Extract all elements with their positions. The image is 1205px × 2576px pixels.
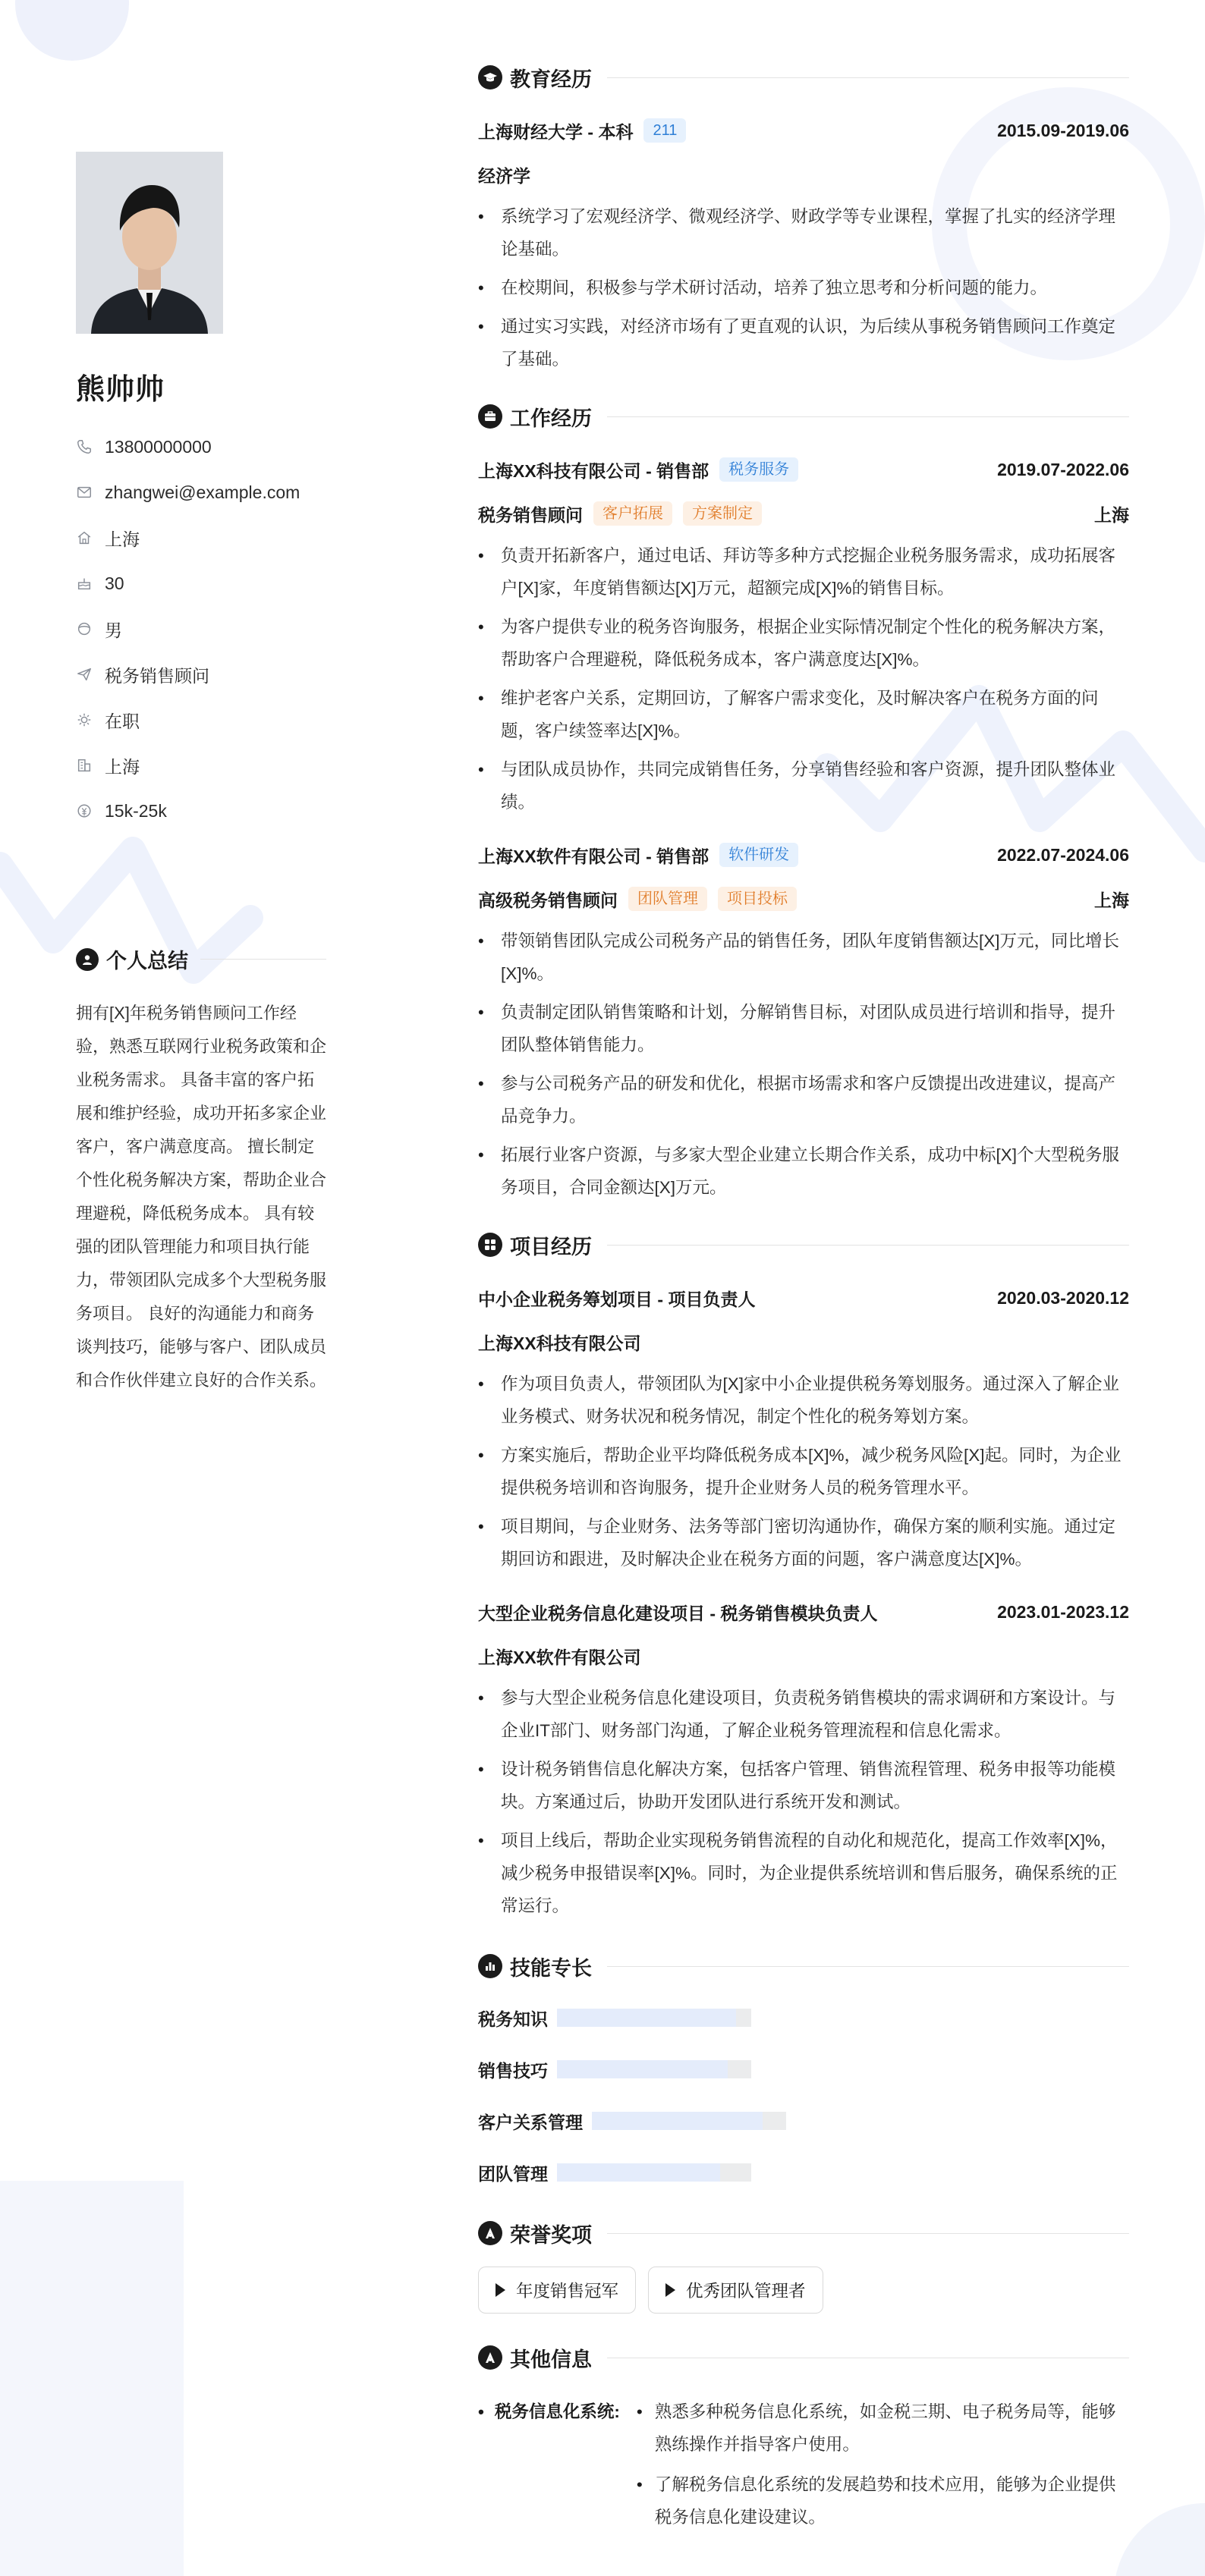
other-label-row (478, 2395, 620, 2541)
job-role-row (478, 498, 1129, 529)
skill-bar-fill (557, 2163, 720, 2182)
home-icon (76, 529, 93, 546)
project-bullets (478, 1682, 1129, 1922)
work-section (478, 400, 1129, 1204)
list-item: • 在校期间，积极参与学术研讨活动，培养了独立思考和分析问题的能力。 (478, 272, 1129, 304)
resume-main (478, 61, 1129, 2541)
gender-icon (76, 620, 93, 637)
industry-tag: 软件研发 (719, 843, 798, 867)
company-name: 上海XX软件有限公司 - 销售部 (478, 846, 709, 866)
info-status (76, 697, 326, 743)
list-item: • 拓展行业客户资源，与多家大型企业建立长期合作关系，成功中标[X]个大型税务服务项目，合同金额达[X]万元。 (478, 1139, 1129, 1204)
job-city: 上海 (1094, 504, 1129, 525)
projects-title: 项目经历 (510, 1235, 592, 1258)
info-salary (76, 788, 326, 834)
summary-section (76, 944, 326, 1397)
projects-header (478, 1228, 1129, 1261)
job-bullets (478, 925, 1129, 1204)
send-icon (76, 666, 93, 683)
skill-name: 销售技巧 (478, 2060, 548, 2081)
skill-item (478, 2147, 813, 2198)
project-name: 中小企业税务筹划项目 - 项目负责人 (478, 1289, 756, 1309)
list-item: • 与团队成员协作，共同完成销售任务，分享销售经验和客户资源，提升团队整体业绩。 (478, 753, 1129, 818)
skill-item (478, 2044, 813, 2095)
honors-title: 荣誉奖项 (510, 2223, 592, 2247)
avatar (76, 152, 223, 334)
project-name: 大型企业税务信息化建设项目 - 税务销售模块负责人 (478, 1603, 878, 1623)
education-bullets (478, 200, 1129, 375)
info-age (76, 561, 326, 606)
job-entry (478, 433, 1129, 818)
money-icon (76, 803, 93, 819)
company-name: 上海XX科技有限公司 - 销售部 (478, 460, 709, 481)
divider (607, 77, 1129, 78)
school-tag: 211 (643, 118, 686, 143)
honors-header (478, 2216, 1129, 2250)
skills-header (478, 1949, 1129, 1983)
job-city: 上海 (1094, 890, 1129, 910)
info-email (76, 470, 326, 515)
skill-bar-fill (557, 2009, 736, 2027)
project-org: 上海XX科技有限公司 (478, 1333, 641, 1353)
education-title: 教育经历 (510, 68, 592, 91)
job-role-row (478, 884, 1129, 914)
list-item: • 带领销售团队完成公司税务产品的销售任务，团队年度销售额达[X]万元，同比增长[X]%。 (478, 925, 1129, 990)
divider (607, 1245, 1129, 1246)
project-name-row (478, 1283, 1129, 1313)
building-icon (76, 757, 93, 774)
info-location-text: 上海 (105, 529, 140, 549)
list-item: • 维护老客户关系，定期回访，了解客户需求变化，及时解决客户在税务方面的问题，客户续签率达[X]%。 (478, 682, 1129, 747)
project-period: 2023.01-2023.12 (997, 1601, 1129, 1622)
decor-circle-top (15, 0, 129, 61)
divider (607, 2233, 1129, 2234)
school-name: 上海财经大学 - 本科 (478, 121, 634, 142)
list-item: • 了解税务信息化系统的发展趋势和技术应用，能够为企业提供税务信息化建设建议。 (628, 2468, 1129, 2534)
list-item: • 系统学习了宏观经济学、微观经济学、财政学等专业课程，掌握了扎实的经济学理论基础。 (478, 200, 1129, 265)
list-item: • 参与大型企业税务信息化建设项目，负责税务销售模块的需求调研和方案设计。与企业IT部门、财务部门沟通，了解企业税务管理流程和信息化需求。 (478, 1682, 1129, 1747)
info-phone (76, 424, 326, 470)
skill-item (478, 2095, 813, 2147)
project-org: 上海XX软件有限公司 (478, 1647, 641, 1667)
info-city-text: 上海 (105, 756, 140, 777)
play-icon (496, 2283, 505, 2297)
bullet-dot: • (478, 2402, 484, 2421)
skills-grid (478, 1992, 1129, 2198)
skill-name: 团队管理 (478, 2163, 548, 2184)
job-role: 高级税务销售顾问 (478, 890, 618, 910)
project-bullets (478, 1368, 1129, 1575)
major: 经济学 (478, 165, 530, 186)
profile-sidebar (76, 152, 326, 834)
bar-chart-icon (478, 1954, 502, 1978)
skill-bar (557, 2060, 751, 2078)
list-item: • 负责开拓新客户，通过电话、拜访等多种方式挖掘企业税务服务需求，成功拓展客户[X]家，年度销售额达[X]万元，超额完成[X]%的销售目标。 (478, 539, 1129, 605)
project-period: 2020.03-2020.12 (997, 1287, 1129, 1308)
cake-icon (76, 575, 93, 592)
list-item: • 设计税务销售信息化解决方案，包括客户管理、销售流程管理、税务申报等功能模块。方案通过后，协助开发团队进行系统开发和测试。 (478, 1753, 1129, 1818)
job-company-row (478, 840, 1129, 870)
other-bullets (628, 2395, 1129, 2541)
honors-section (478, 2216, 1129, 2314)
mail-icon (76, 484, 93, 501)
skill-bar (557, 2009, 751, 2027)
divider (607, 1966, 1129, 1967)
info-email-text: zhangwei@example.com (105, 482, 300, 502)
education-section (478, 61, 1129, 375)
graduation-cap-icon (478, 65, 502, 90)
projects-section (478, 1228, 1129, 1922)
role-tag: 方案制定 (683, 501, 762, 526)
avatar-portrait (76, 152, 223, 334)
role-tag: 项目投标 (718, 887, 797, 911)
list-item: • 项目期间，与企业财务、法务等部门密切沟通协作，确保方案的顺利实施。通过定期回访和跟进，及时解决企业在税务方面的问题，客户满意度达[X]%。 (478, 1510, 1129, 1575)
skill-bar (592, 2112, 786, 2130)
info-age-text: 30 (105, 573, 124, 593)
briefcase-icon (478, 404, 502, 429)
info-gender (76, 606, 326, 652)
info-salary-text: 15k-25k (105, 800, 167, 821)
awards-list (478, 2267, 1129, 2314)
info-status-text: 在职 (105, 711, 140, 731)
skill-name: 税务知识 (478, 2009, 548, 2029)
list-item: • 为客户提供专业的税务咨询服务，根据企业实际情况制定个性化的税务解决方案，帮助客户合理避税，降低税务成本，客户满意度达[X]%。 (478, 611, 1129, 676)
project-org-row (478, 1327, 1129, 1357)
award-chip (478, 2267, 636, 2314)
project-entry (478, 1261, 1129, 1575)
list-item: • 项目上线后，帮助企业实现税务销售流程的自动化和规范化，提高工作效率[X]%，减少税务申报错误率[X]%。同时，为企业提供系统培训和售后服务，确保系统的正常运行。 (478, 1824, 1129, 1922)
contact-info-list (76, 424, 326, 834)
other-content (478, 2395, 1129, 2541)
summary-title: 个人总结 (106, 950, 188, 972)
list-item: • 熟悉多种税务信息化系统，如金税三期、电子税务局等，能够熟练操作并指导客户使用。 (628, 2395, 1129, 2461)
summary-text: 拥有[X]年税务销售顾问工作经验，熟悉互联网行业税务政策和企业税务需求。 具备丰富的客户拓展和维护经验，成功开拓多家企业客户，客户满意度高。 擅长制定个性化税务解决方案，帮助企业合理避税，降低税务成本。 具有较强的团队管理能力和项目执行能力，带领团队完成多个大型税务服务项目。 良好的沟通能力和商务谈判技巧，能够与客户、团队成员和合作伙伴建立良好的合作关系。 (76, 1004, 327, 1390)
skill-bar-fill (557, 2060, 728, 2078)
major-row (478, 159, 1129, 190)
skills-section (478, 1949, 1129, 2198)
skill-bar (557, 2163, 751, 2182)
role-tag: 客户拓展 (593, 501, 672, 526)
education-header (478, 61, 1129, 94)
industry-tag: 税务服务 (719, 457, 798, 482)
divider (200, 959, 326, 960)
info-phone-text: 13800000000 (105, 436, 212, 457)
info-position (76, 652, 326, 697)
job-entry (478, 818, 1129, 1204)
info-position-text: 税务销售顾问 (105, 665, 209, 686)
job-bullets (478, 539, 1129, 818)
award-chip (648, 2267, 823, 2314)
award-icon (478, 2221, 502, 2245)
other-header (478, 2341, 1129, 2374)
education-entry-header (478, 115, 1129, 146)
award-label: 年度销售冠军 (516, 2282, 619, 2301)
list-item: • 作为项目负责人，带领团队为[X]家中小企业提供税务筹划服务。通过深入了解企业业务模式、财务状况和税务情况，制定个性化的税务筹划方案。 (478, 1368, 1129, 1433)
divider (607, 416, 1129, 417)
grid-icon (478, 1233, 502, 1257)
job-company-row (478, 454, 1129, 485)
candidate-name: 熊帅帅 (76, 374, 165, 406)
info-city (76, 743, 326, 788)
award-label: 优秀团队管理者 (686, 2282, 806, 2301)
info-icon (478, 2345, 502, 2370)
project-name-row (478, 1597, 1129, 1627)
phone-icon (76, 438, 93, 455)
list-item: • 参与公司税务产品的研发和优化，根据市场需求和客户反馈提出改进建议，提高产品竞争力。 (478, 1067, 1129, 1132)
info-gender-text: 男 (105, 620, 122, 640)
project-org-row (478, 1641, 1129, 1671)
other-title: 其他信息 (510, 2348, 592, 2371)
list-item: • 负责制定团队销售策略和计划，分解销售目标，对团队成员进行培训和指导，提升团队整体销售能力。 (478, 996, 1129, 1061)
decor-square (0, 2181, 184, 2576)
other-section (478, 2341, 1129, 2541)
work-title: 工作经历 (510, 407, 592, 430)
skills-title: 技能专长 (510, 1956, 592, 1980)
play-icon (665, 2283, 675, 2297)
skill-bar-fill (592, 2112, 763, 2130)
role-tag: 团队管理 (628, 887, 707, 911)
education-period: 2015.09-2019.06 (997, 120, 1129, 140)
summary-header (76, 944, 326, 974)
job-period: 2022.07-2024.06 (997, 844, 1129, 865)
project-entry (478, 1575, 1129, 1922)
list-item: • 通过实习实践，对经济市场有了更直观的认识，为后续从事税务销售顾问工作奠定了基础。 (478, 310, 1129, 375)
info-location (76, 515, 326, 561)
list-item: • 方案实施后，帮助企业平均降低税务成本[X]%，减少税务风险[X]起。同时，为企业提供税务培训和咨询服务，提升企业财务人员的税务管理水平。 (478, 1439, 1129, 1504)
status-icon (76, 712, 93, 728)
job-role: 税务销售顾问 (478, 504, 583, 525)
other-label: 税务信息化系统: (494, 2402, 620, 2421)
work-header (478, 400, 1129, 433)
user-icon (76, 948, 99, 971)
job-period: 2019.07-2022.06 (997, 459, 1129, 479)
skill-name: 客户关系管理 (478, 2112, 583, 2132)
skill-item (478, 1992, 813, 2044)
